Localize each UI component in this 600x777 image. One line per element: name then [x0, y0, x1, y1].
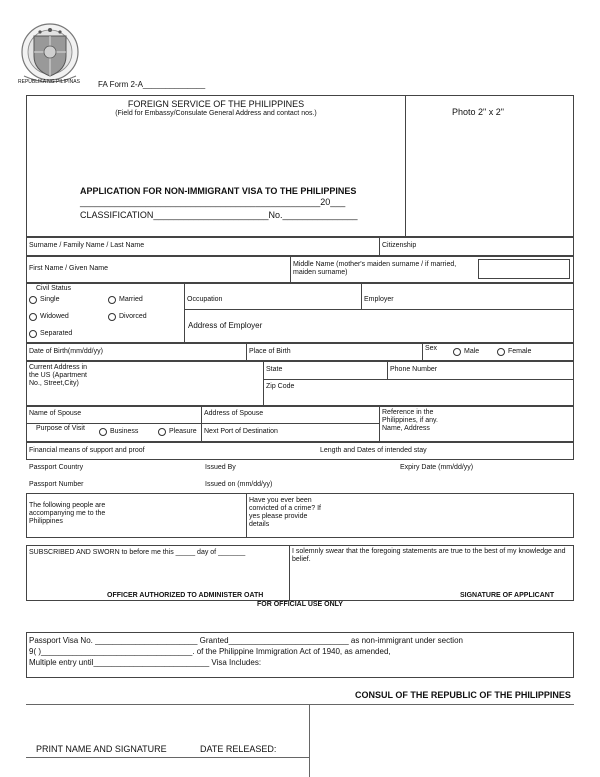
radio-pleasure[interactable] [158, 428, 166, 436]
officer-signature-label: OFFICER AUTHORIZED TO ADMINISTER OATH [107, 592, 264, 599]
date-released-label: DATE RELEASED: [200, 744, 277, 754]
spouse-name-field[interactable]: Name of Spouse [29, 410, 82, 417]
divorced-label: Divorced [119, 313, 147, 320]
employer-address-field[interactable]: Address of Employer [188, 321, 263, 330]
swear-text: I solemnly swear that the foregoing statements are true to the best of my knowledge and belief. [292, 548, 566, 563]
business-label: Business [110, 428, 139, 435]
photo-placeholder[interactable]: Photo 2" x 2" [452, 107, 504, 117]
form-title: APPLICATION FOR NON-IMMIGRANT VISA TO THE PHILIPPINES [80, 186, 357, 196]
dob-field[interactable]: Date of Birth(mm/dd/yy) [29, 348, 103, 355]
civil-status-block [26, 283, 574, 343]
print-name-label: PRINT NAME AND SIGNATURE [36, 744, 167, 754]
financial-field[interactable]: Financial means of support and proof [29, 447, 145, 454]
widowed-label: Widowed [40, 313, 69, 320]
office-name: FOREIGN SERVICE OF THE PHILIPPINES [127, 99, 305, 109]
radio-female[interactable] [497, 348, 505, 356]
length-stay-field[interactable]: Length and Dates of intended stay [320, 447, 427, 454]
radio-divorced[interactable] [108, 313, 116, 321]
sex-label: Sex [425, 345, 438, 352]
accompanying-field[interactable]: The following people are accompanying me to the Philippines [29, 502, 106, 525]
radio-separated[interactable] [29, 330, 37, 338]
spouse-address-field[interactable]: Address of Spouse [204, 410, 264, 417]
office-note: (Field for Embassy/Consulate General Address and contact nos.) [115, 110, 317, 117]
official-use-label: FOR OFFICIAL USE ONLY [257, 601, 343, 608]
first-name-field[interactable]: First Name / Given Name [29, 265, 108, 272]
row-spouse [26, 406, 574, 442]
current-address-field[interactable]: Current Address in the US (Apartment No., Street,City) [29, 364, 87, 387]
radio-married[interactable] [108, 296, 116, 304]
expiry-field[interactable]: Expiry Date (mm/dd/yy) [400, 464, 474, 471]
citizenship-field[interactable]: Citizenship [382, 242, 417, 249]
middle-name-input[interactable] [478, 259, 570, 279]
state-field[interactable]: State [266, 366, 283, 373]
phone-field[interactable]: Phone Number [390, 366, 438, 373]
visa-line-1[interactable]: Passport Visa No. _______________________ Granted___________________________ as non-immigrant under section [29, 636, 463, 645]
surname-field[interactable]: Surname / Family Name / Last Name [29, 242, 145, 249]
married-label: Married [119, 296, 143, 303]
row-address [26, 361, 574, 406]
separated-label: Separated [40, 330, 73, 337]
purpose-label: Purpose of Visit [36, 425, 85, 432]
passport-number-field[interactable]: Passport Number [29, 481, 84, 488]
place-of-birth-field[interactable]: Place of Birth [249, 348, 291, 355]
zip-field[interactable]: Zip Code [266, 383, 295, 390]
applicant-signature-label: SIGNATURE OF APPLICANT [460, 592, 555, 599]
employer-field[interactable]: Employer [364, 296, 394, 303]
male-label: Male [464, 348, 480, 355]
form-number: FA Form 2-A______________ [98, 80, 206, 89]
issued-on-field[interactable]: Issued on (mm/dd/yy) [205, 481, 273, 488]
seal-caption: REPUBLIKA NG PILIPINAS [18, 79, 80, 85]
radio-single[interactable] [29, 296, 37, 304]
visa-line-3[interactable]: Multiple entry until__________________________ Visa Includes: [29, 658, 262, 667]
female-label: Female [508, 348, 532, 355]
visa-line-2[interactable]: 9( )__________________________________. of the Philippine Immigration Act of 1940, as amended, [29, 647, 391, 656]
subscribed-text: SUBSCRIBED AND SWORN to before me this _____ day of _______ [29, 549, 246, 556]
reference-field[interactable]: Reference in the Philippines, if any. Name, Address [382, 409, 438, 432]
issued-by-field[interactable]: Issued By [205, 464, 236, 471]
middle-name-field[interactable]: Middle Name (mother's maiden surname / if married, maiden surname) [293, 261, 457, 276]
passport-country-field[interactable]: Passport Country [29, 464, 84, 471]
date-line[interactable]: ________________________________________________20___ [80, 197, 346, 207]
classification-line[interactable]: CLASSIFICATION_______________________No._______________ [80, 210, 358, 220]
next-port-field[interactable]: Next Port of Destination [204, 428, 278, 435]
radio-business[interactable] [99, 428, 107, 436]
occupation-field[interactable]: Occupation [187, 296, 223, 303]
radio-male[interactable] [453, 348, 461, 356]
radio-widowed[interactable] [29, 313, 37, 321]
consul-title: CONSUL OF THE REPUBLIC OF THE PHILIPPINES [355, 690, 571, 700]
row-dob [26, 343, 574, 361]
convicted-field[interactable]: Have you ever been convicted of a crime? If yes please provide details [249, 497, 321, 528]
pleasure-label: Pleasure [169, 428, 197, 435]
single-label: Single [40, 296, 60, 303]
civil-status-label: Civil Status [36, 285, 72, 292]
